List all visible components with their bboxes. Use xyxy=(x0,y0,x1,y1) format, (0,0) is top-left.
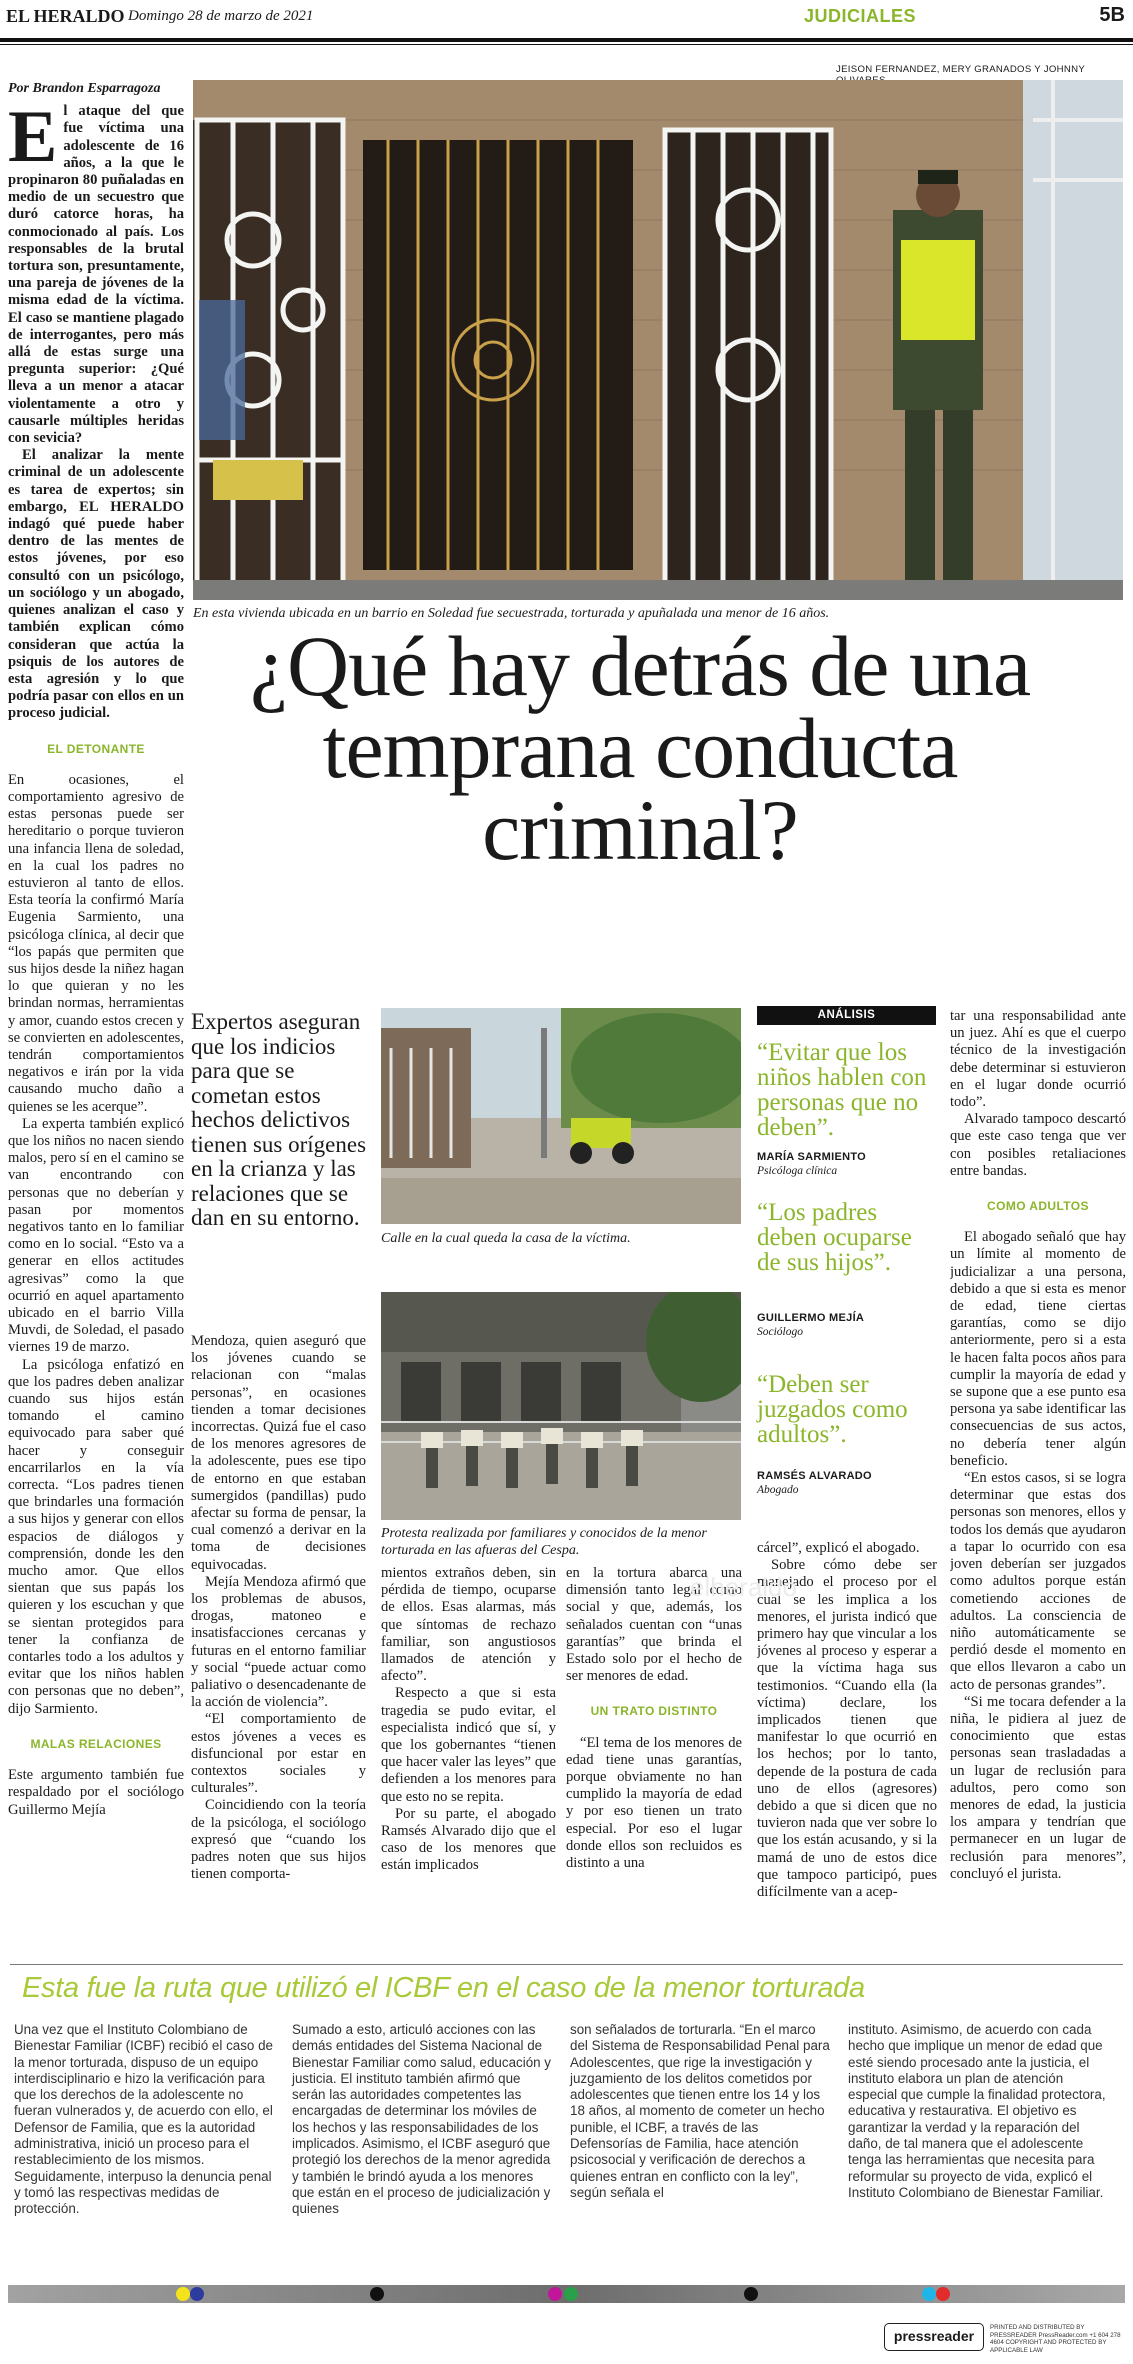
article-column-2 xyxy=(191,1333,366,1933)
paragraph: Este argumento también fue respaldado por el sociólogo Guillermo Mejía xyxy=(8,1767,184,1818)
registration-dot-green xyxy=(564,2287,578,2301)
quote-author-role: Sociólogo xyxy=(757,1326,803,1338)
pull-quote: “Deben ser juzgados como adultos”. xyxy=(757,1371,908,1448)
registration-dot-blue xyxy=(190,2287,204,2301)
registration-dot-red xyxy=(936,2287,950,2301)
main-photo-caption: En esta vivienda ubicada en un barrio en Soledad fue secuestrada, torturada y apuñalada una menor de 16 años. xyxy=(193,606,830,621)
subhead-un-trato-distinto: UN TRATO DISTINTO xyxy=(590,1704,718,1719)
analysis-tag: ANÁLISIS xyxy=(757,1006,936,1025)
section-name: JUDICIALES xyxy=(804,6,917,26)
article-column-3 xyxy=(381,1565,556,1935)
street-illustration xyxy=(381,1008,741,1224)
photo-credit: JEISON FERNANDEZ, MERY GRANADOS Y JOHNNY xyxy=(836,64,1085,75)
paragraph: Respecto a que si esta tragedia se pudo evitar, el especialista indicó que sí, y que los gobernantes “tienen que hacer valer las leyes” que defienden a los menores para que esto no se repita. xyxy=(381,1685,556,1805)
paragraph xyxy=(8,772,184,1116)
quote-author: MARÍA SARMIENTO xyxy=(757,1151,866,1163)
icbf-column-2: Sumado a esto, articuló acciones con las demás entidades del Sistema Nacional de Bienestar Familiar como salud, educación y justicia. El instituto también afirmó que serán las autoridades competentes las encargadas de determinar los móviles de los hechos y las responsabilidades de los implicados. Asimismo, el ICBF aseguró que protegió los derechos de la menor agredida y también le brindó ayuda a los menores que están en el proceso de judicialización y quienes xyxy=(292,2022,552,2217)
registration-dot-magenta xyxy=(548,2287,562,2301)
paragraph: La psicóloga enfatizó en que los padres deben analizar cuando sus hijos están tomando el camino equivocado para saber qué hacer y conseguir encarrilarlos en la vía correcta. “Los padres tienen que brindarles una formación a sus hijos y generar con ellos espacios de diálogos y comprensión, donde les den mucho amor. Que ellos sientan que sus papás los quieren y los escuchan y que se sientan protegidos para tener la confianza de contarles todo a los adultos y evitar que los niños hablen con personas que no deben”, dijo Sarmiento. xyxy=(8,1356,184,1717)
paragraph: “En estos casos, si se logra determinar que estas dos personas son menores, ellos y todos los demás que ayudaron a tapar lo ocurrido con esa joven deberían ser juzgados como adultos porque están cometiendo acciones de adultos. La consciencia de niño automáticamente se perdió desde el momento en que ellos llevaron a cabo un acto de personas grandes”. xyxy=(950,1470,1126,1693)
icbf-box-headline: Esta fue la ruta que utilizó el ICBF en el caso de la menor torturada xyxy=(22,1972,865,2004)
protest-photo-caption: Protesta realizada por familiares y conocidos de la menor torturada en las afueras del Cespa. xyxy=(381,1526,707,1558)
quote-author-role: Psicóloga clínica xyxy=(757,1165,838,1177)
street-photo-caption: Calle en la cual queda la casa de la víctima. xyxy=(381,1231,631,1246)
article-column-1 xyxy=(8,80,184,1960)
paragraph: “Si me tocara defender a la niña, le pidiera al juez de conocimiento que estas personas sean trasladadas a un lugar de reclusión para adultos, pero como son menores de edad, la justicia los ampara y tendrían que permanecer en un lugar de reclusión para menores”, concluyó el jurista. xyxy=(950,1693,1126,1882)
article-column-6 xyxy=(950,1008,1126,1938)
issue-date: Domingo 28 de marzo de 2021 xyxy=(128,8,314,24)
pull-quote: “Evitar que los niños hablen con personas que no deben”. xyxy=(757,1039,927,1141)
registration-dot-black xyxy=(744,2287,758,2301)
pressreader-fine-print: PRINTED AND DISTRIBUTED BY PRESSREADER PressReader.com +1 604 278 4604 COPYRIGHT AND PROTECTED BY APPLICABLE LAW xyxy=(990,2324,1121,2354)
paragraph: mientos extraños deben, sin pérdida de tiempo, ocuparse de ellos. Esas alarmas, más que síntomas de rechazo familiar, son angustiosos llamados de atención y afecto”. xyxy=(381,1565,556,1685)
paragraph: “El tema de los menores de edad tiene unas garantías, porque obviamente no han cumplido la mayoría de edad y por eso tienen un trato especial. Por eso el lugar donde ellos son recluidos es distinto a una xyxy=(566,1734,742,1872)
subhead-como-adultos: COMO ADULTOS xyxy=(987,1199,1089,1214)
protest-photo xyxy=(381,1292,741,1520)
paragraph: El analizar la mente criminal de un adolescente es tarea de expertos; sin embargo, EL HERALDO indagó qué puede haber dentro de las mentes de estos jóvenes, por eso consultó con un psicólogo, un sociólogo y un abogado, quienes analizan el caso y también explican cómo consideran que actúa la psiquis de los autores de esta agresión y lo que podría pasar con ellos en un proceso judicial. xyxy=(8,447,184,722)
lead-text: l ataque del que fue víctima una adolescente de 16 años, a la que le propinaron 80 puñaladas en medio de un secuestro que duró catorce horas, ha conmocionado al país. Los responsables de la brutal tortura son, presuntamente, una pareja de jóvenes de la misma edad de la víctima. El caso se mantiene plagado de interrogantes, pero más allá de estas surge una pregunta superior: ¿Qué lleva a un menor a atacar violentamente a otro y causarle múltiples heridas con sevicia? xyxy=(8,103,184,447)
registration-dot-black xyxy=(370,2287,384,2301)
drop-cap: E xyxy=(8,96,58,179)
publication-name: EL HERALDO xyxy=(6,6,125,26)
registration-dot-yellow xyxy=(176,2287,190,2301)
paragraph: Mendoza, quien aseguró que los jóvenes cuando se relacionan con “malas personas”, en ocasiones tienden a tomar decisiones incorrectas. Quizá fue el caso de los menores agresores de la adolescente, pues ese tipo de entorno en que estaban sumergidos (pandillas) pudo afectar su forma de pensar, la cual comenzó a derivar en la toma de decisiones equivocadas. xyxy=(191,1333,366,1573)
subhead-el-detonante: EL DETONANTE xyxy=(47,741,145,756)
paragraph: El abogado señaló que hay un límite al momento de judicializar a una persona, debido a que si esta es menor de edad, tiene ciertas garantías, como se dijo anteriormente, pero si a esta le hacen falta pocos años para cumplir la mayoría de edad y se supone que a ese punto esa persona ya sabe identificar las consecuencias de sus actos, no debería tener algún beneficio. xyxy=(950,1229,1126,1469)
icbf-column-3: son señalados de torturarla. “En el marco del Sistema de Responsabilidad Penal para Adolescentes, que rige la investigación y juzgamiento de los delitos cometidos por adolescentes que tienen entre los 14 y los 18 años, al momento de cometer un hecho punible, el ICBF, a través de las Defensorías de Familia, hace atención psicosocial y verificación de derechos a quienes entran en conflicto con la ley”, según señala el xyxy=(570,2022,830,2200)
paragraph: Sobre cómo debe ser manejado el proceso por el cual se les implica a los menores, el jurista indicó que primero hay que vincular a los jóvenes al proceso y esperar a que la víctima haga sus testimonios. “Cuando ella (la víctima) declare, los implicados tienen que manifestar lo que ocurrió en los hechos; por lo tanto, depende de la postura de cada uno de ellos (agresores) debido a que si dicen que no tuvieron nada que ver sobre lo que los están acusando, y si la mamá de uno de estos dice que tampoco participó, pues difícilmente van a acep- xyxy=(757,1557,937,1901)
paragraph: tar una responsabilidad ante un juez. Ahí es que el cuerpo técnico de la investigación debe determinar si estuvieron en el lugar donde ocurrió todo”. xyxy=(950,1008,1126,1111)
pressreader-logo-text: pressreader xyxy=(893,2328,975,2344)
page-number: 5B xyxy=(1099,4,1125,26)
paragraph: Coincidiendo con la teoría de la psicóloga, el sociólogo expresó que “cuando los padres noten que sus hijos tienen comporta- xyxy=(191,1797,366,1883)
house-facade-illustration xyxy=(193,80,1123,600)
paragraph: La experta también explicó que los niños no nacen siendo malos, pero sí en el camino se van encontrando con personas que no deberían y pasan por momentos negativos tanto en lo familiar como en lo social. “Esto va a generar en ellos actitudes agresivas” como la que ocurrió en aquel apartamento ubicado en el barrio Villa Muvdi, de Soledad, el pasado viernes 19 de marzo. xyxy=(8,1115,184,1356)
quote-author-role: Abogado xyxy=(757,1484,799,1496)
watermark: elheraldo xyxy=(690,1572,797,1602)
icbf-column-4: instituto. Asimismo, de acuerdo con cada hecho que implique un menor de edad que esté siendo procesado ante la justicia, el instituto elabora un plan de atención especial que cumple la finalidad protectora, educativa y restaurativa. El objetivo es garantizar la verdad y la reparación del daño, de tal manera que el adolescente tenga las herramientas que necesita para reformular su proyecto de vida, explicó el Instituto Colombiano de Bienestar Familiar. xyxy=(848,2022,1106,2200)
paragraph: en la tortura abarca una dimensión tanto legal como social y que, además, los señalados cuentan con “unas garantías” que brinda el Estado solo por el hecho de ser menores de edad. xyxy=(566,1565,742,1685)
page-header xyxy=(0,0,1133,36)
registration-dot-cyan xyxy=(922,2287,936,2301)
quote-author: GUILLERMO MEJÍA xyxy=(757,1312,865,1324)
section-divider xyxy=(10,1964,1123,1965)
header-rule-thin xyxy=(0,44,1133,45)
subhead-malas-relaciones: MALAS RELACIONES xyxy=(30,1736,162,1751)
lead-paragraph xyxy=(8,96,184,447)
paragraph: “El comportamiento de estos jóvenes a veces es disfuncional por estar en contextos sociales y culturales”. xyxy=(191,1711,366,1797)
paragraph-text: En ocasiones, el comportamiento agresivo de estas personas puede ser hereditario o porque tuvieron una infancia llena de soledad, en la cual los padres no estuvieron al tanto de ellos. Esta teoría la confirmó María Eugenia Sarmiento, una psicóloga clínica, al decir que “los papás que permiten que sus hijos desde la niñez hagan lo que quieran y no les brindan normas, herramientas y amor, cuando estos crecen y se convierten en adolescentes, tendrán comportamientos negativos e irán por la vida causando mucho daño a quienes se les acerque”. xyxy=(8,771,184,1115)
header-rule xyxy=(0,38,1133,42)
icbf-column-1: Una vez que el Instituto Colombiano de Bienestar Familiar (ICBF) recibió el caso de la menor torturada, dispuso de un equipo interdisciplinario e hizo la verificación para que los derechos de la adolescente no fueran vulnerados y, de acuerdo con ello, el Defensor de Familia, que es la autoridad administrativa, inició un proceso para el restablecimiento de los mismos. Seguidamente, interpuso la denuncia penal y tomó las respectivas medidas de protección. xyxy=(14,2022,273,2217)
paragraph: Por su parte, el abogado Ramsés Alvarado dijo que el caso de los menores que están implicados xyxy=(381,1805,556,1874)
headline: ¿Qué hay detrás de una temprana conducta criminal? xyxy=(249,618,1031,878)
paragraph: Mejía Mendoza afirmó que los problemas de abusos, drogas, matoneo e insatisfacciones cercanas y futuras en el entorno familiar y social “puede actuar como paliativo o desencadenante de la acción de violencia”. xyxy=(191,1573,366,1711)
pull-quote: “Los padres deben ocuparse de sus hijos”. xyxy=(757,1199,912,1276)
article-column-4 xyxy=(566,1565,742,1935)
street-photo xyxy=(381,1008,741,1224)
main-photo xyxy=(193,80,1123,600)
pressreader-logo[interactable] xyxy=(884,2323,984,2351)
paragraph: Alvarado tampoco descartó que este caso tenga que ver con posibles retaliaciones entre bandas. xyxy=(950,1111,1126,1179)
paragraph: cárcel”, explicó el abogado. xyxy=(757,1540,920,1556)
protest-illustration xyxy=(381,1292,741,1520)
deck-summary: Expertos aseguran que los indicios para que se cometan estos hechos delictivos tienen sus orígenes en la crianza y las relaciones que se dan en su entorno. xyxy=(191,1009,367,1230)
quote-author: RAMSÉS ALVARADO xyxy=(757,1470,872,1482)
byline: Por Brandon Esparragoza xyxy=(8,81,161,96)
